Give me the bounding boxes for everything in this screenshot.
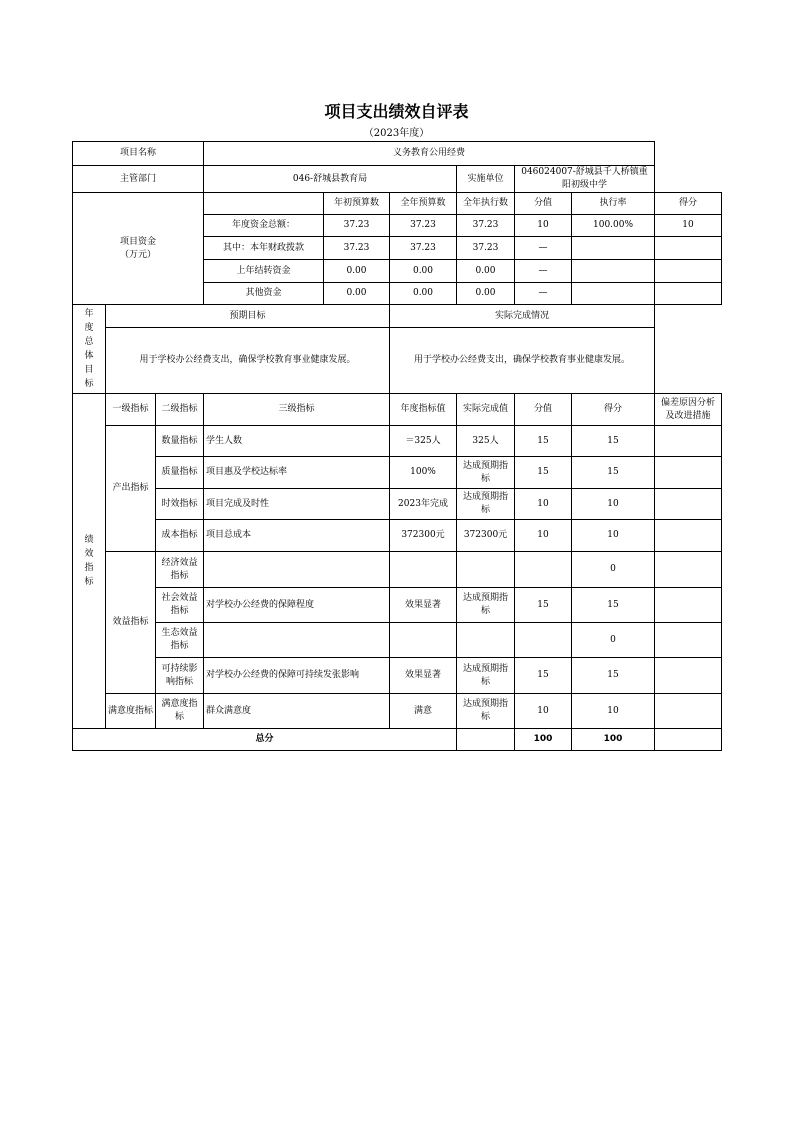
level1-output: 产出指标 bbox=[106, 426, 156, 552]
indicator-target bbox=[390, 552, 457, 588]
indicator-reason bbox=[655, 658, 722, 694]
indicator-level3 bbox=[204, 623, 390, 658]
actual-completion-header: 实际完成情况 bbox=[390, 305, 655, 328]
funds-executed: 0.00 bbox=[457, 260, 515, 283]
project-name-label: 项目名称 bbox=[73, 142, 204, 166]
annual-goals-label-text: 年 度 总 体 目 标 bbox=[84, 309, 94, 389]
funds-score-value: 10 bbox=[515, 215, 572, 237]
indicator-score: 15 bbox=[572, 658, 655, 694]
indicator-level2: 质量指标 bbox=[156, 457, 204, 489]
funds-label-line1: 项目资金 bbox=[119, 236, 156, 247]
indicator-target: 372300元 bbox=[390, 520, 457, 552]
funds-score: 10 bbox=[655, 215, 722, 237]
indicator-actual bbox=[457, 552, 515, 588]
funds-initial: 37.23 bbox=[324, 237, 390, 260]
col-score: 得分 bbox=[572, 394, 655, 426]
total-actual bbox=[457, 729, 515, 751]
indicator-row bbox=[73, 520, 722, 552]
col-level3: 三级指标 bbox=[204, 394, 390, 426]
funds-score bbox=[655, 283, 722, 305]
project-name-value: 义务教育公用经费 bbox=[204, 142, 655, 166]
funds-annual: 0.00 bbox=[390, 260, 457, 283]
total-score: 100 bbox=[572, 729, 655, 751]
indicator-score: 15 bbox=[572, 457, 655, 489]
funds-label bbox=[73, 193, 204, 305]
indicator-reason bbox=[655, 623, 722, 658]
col-execution-rate: 执行率 bbox=[572, 193, 655, 215]
funds-annual: 37.23 bbox=[390, 215, 457, 237]
indicator-level2: 经济效益指标 bbox=[156, 552, 204, 588]
col-deviation-reason: 偏差原因分析及改进措施 bbox=[655, 394, 722, 426]
indicator-score: 10 bbox=[572, 520, 655, 552]
indicator-level2: 数量指标 bbox=[156, 426, 204, 457]
funds-initial: 0.00 bbox=[324, 260, 390, 283]
funds-header-blank bbox=[204, 193, 324, 215]
funds-score bbox=[655, 260, 722, 283]
funds-executed: 37.23 bbox=[457, 237, 515, 260]
funds-annual: 0.00 bbox=[390, 283, 457, 305]
indicator-row bbox=[73, 694, 722, 729]
funds-executed: 0.00 bbox=[457, 283, 515, 305]
indicator-row bbox=[73, 457, 722, 489]
indicator-level3: 群众满意度 bbox=[204, 694, 390, 729]
indicator-level2: 社会效益指标 bbox=[156, 588, 204, 623]
col-actual-value: 实际完成值 bbox=[457, 394, 515, 426]
indicator-actual bbox=[457, 623, 515, 658]
indicator-actual: 达成预期指标 bbox=[457, 658, 515, 694]
indicator-level2: 生态效益指标 bbox=[156, 623, 204, 658]
funds-rate bbox=[572, 260, 655, 283]
col-value: 分值 bbox=[515, 394, 572, 426]
indicators-label bbox=[73, 394, 106, 729]
indicator-actual: 达成预期指标 bbox=[457, 489, 515, 520]
indicator-level3: 对学校办公经费的保障可持续发张影响 bbox=[204, 658, 390, 694]
funds-score-value: — bbox=[515, 283, 572, 305]
funds-score bbox=[655, 237, 722, 260]
indicator-actual: 372300元 bbox=[457, 520, 515, 552]
indicator-row bbox=[73, 658, 722, 694]
funds-rate: 100.00% bbox=[572, 215, 655, 237]
indicator-value: 15 bbox=[515, 426, 572, 457]
indicator-row bbox=[73, 588, 722, 623]
self-evaluation-table bbox=[72, 141, 722, 751]
funds-row-label: 其他资金 bbox=[204, 283, 324, 305]
indicator-reason bbox=[655, 694, 722, 729]
indicator-reason bbox=[655, 489, 722, 520]
indicator-reason bbox=[655, 588, 722, 623]
indicator-level3: 项目完成及时性 bbox=[204, 489, 390, 520]
col-annual-target: 年度指标值 bbox=[390, 394, 457, 426]
col-level1: 一级指标 bbox=[106, 394, 156, 426]
indicator-level2: 时效指标 bbox=[156, 489, 204, 520]
indicator-score: 15 bbox=[572, 426, 655, 457]
col-initial-budget: 年初预算数 bbox=[324, 193, 390, 215]
funds-row-label: 其中：本年财政拨款 bbox=[204, 237, 324, 260]
indicator-level3: 项目总成本 bbox=[204, 520, 390, 552]
indicator-value: 15 bbox=[515, 658, 572, 694]
level1-satisfaction: 满意度指标 bbox=[106, 694, 156, 729]
indicator-value bbox=[515, 623, 572, 658]
indicator-reason bbox=[655, 426, 722, 457]
implementing-unit-value: 046024007-舒城县千人桥镇重阳初级中学 bbox=[515, 166, 655, 193]
expected-goal-header: 预期目标 bbox=[106, 305, 390, 328]
indicator-actual: 325人 bbox=[457, 426, 515, 457]
indicator-actual: 达成预期指标 bbox=[457, 588, 515, 623]
indicator-value bbox=[515, 552, 572, 588]
indicator-level2: 可持续影响指标 bbox=[156, 658, 204, 694]
indicator-value: 15 bbox=[515, 588, 572, 623]
indicator-target bbox=[390, 623, 457, 658]
funds-score-value: — bbox=[515, 260, 572, 283]
indicator-target: 满意 bbox=[390, 694, 457, 729]
col-level2: 二级指标 bbox=[156, 394, 204, 426]
indicator-level2: 成本指标 bbox=[156, 520, 204, 552]
funds-row-label: 年度资金总额： bbox=[204, 215, 324, 237]
total-reason bbox=[655, 729, 722, 751]
indicator-actual: 达成预期指标 bbox=[457, 457, 515, 489]
indicator-row bbox=[73, 623, 722, 658]
indicator-reason bbox=[655, 520, 722, 552]
total-value: 100 bbox=[515, 729, 572, 751]
col-score-value: 分值 bbox=[515, 193, 572, 215]
actual-completion-text: 用于学校办公经费支出，确保学校教育事业健康发展。 bbox=[390, 328, 655, 394]
indicator-reason bbox=[655, 552, 722, 588]
indicator-level3 bbox=[204, 552, 390, 588]
indicator-score: 15 bbox=[572, 588, 655, 623]
funds-executed: 37.23 bbox=[457, 215, 515, 237]
indicator-score: 0 bbox=[572, 623, 655, 658]
total-label: 总分 bbox=[73, 729, 457, 751]
indicator-row bbox=[73, 552, 722, 588]
funds-annual: 37.23 bbox=[390, 237, 457, 260]
funds-rate bbox=[572, 283, 655, 305]
level1-benefit: 效益指标 bbox=[106, 552, 156, 694]
indicator-target: 100% bbox=[390, 457, 457, 489]
indicator-target: 2023年完成 bbox=[390, 489, 457, 520]
indicator-target: 效果显著 bbox=[390, 588, 457, 623]
funds-score-value: — bbox=[515, 237, 572, 260]
page-subtitle: （2023年度） bbox=[363, 128, 430, 139]
funds-label-line2: （万元） bbox=[119, 249, 156, 260]
indicator-score: 10 bbox=[572, 489, 655, 520]
indicator-score: 10 bbox=[572, 694, 655, 729]
col-score: 得分 bbox=[655, 193, 722, 215]
funds-initial: 0.00 bbox=[324, 283, 390, 305]
indicator-level3: 学生人数 bbox=[204, 426, 390, 457]
indicator-row bbox=[73, 489, 722, 520]
page-title: 项目支出绩效自评表 bbox=[324, 102, 469, 121]
implementing-unit-label: 实施单位 bbox=[457, 166, 515, 193]
indicator-target: ＝325人 bbox=[390, 426, 457, 457]
indicator-level3: 对学校办公经费的保障程度 bbox=[204, 588, 390, 623]
indicator-target: 效果显著 bbox=[390, 658, 457, 694]
indicator-actual: 达成预期指标 bbox=[457, 694, 515, 729]
funds-row-label: 上年结转资金 bbox=[204, 260, 324, 283]
indicator-value: 10 bbox=[515, 489, 572, 520]
indicator-score: 0 bbox=[572, 552, 655, 588]
annual-goals-label bbox=[73, 305, 106, 394]
indicator-value: 15 bbox=[515, 457, 572, 489]
col-annual-executed: 全年执行数 bbox=[457, 193, 515, 215]
indicator-reason bbox=[655, 457, 722, 489]
indicator-level2: 满意度指标 bbox=[156, 694, 204, 729]
indicators-label-text: 绩 效 指 标 bbox=[84, 535, 94, 587]
indicator-value: 10 bbox=[515, 694, 572, 729]
funds-rate bbox=[572, 237, 655, 260]
indicator-level3: 项目惠及学校达标率 bbox=[204, 457, 390, 489]
col-annual-budget: 全年预算数 bbox=[390, 193, 457, 215]
indicator-row bbox=[73, 426, 722, 457]
indicator-value: 10 bbox=[515, 520, 572, 552]
department-value: 046-舒城县教育局 bbox=[204, 166, 457, 193]
department-label: 主管部门 bbox=[73, 166, 204, 193]
funds-initial: 37.23 bbox=[324, 215, 390, 237]
expected-goal-text: 用于学校办公经费支出，确保学校教育事业健康发展。 bbox=[106, 328, 390, 394]
